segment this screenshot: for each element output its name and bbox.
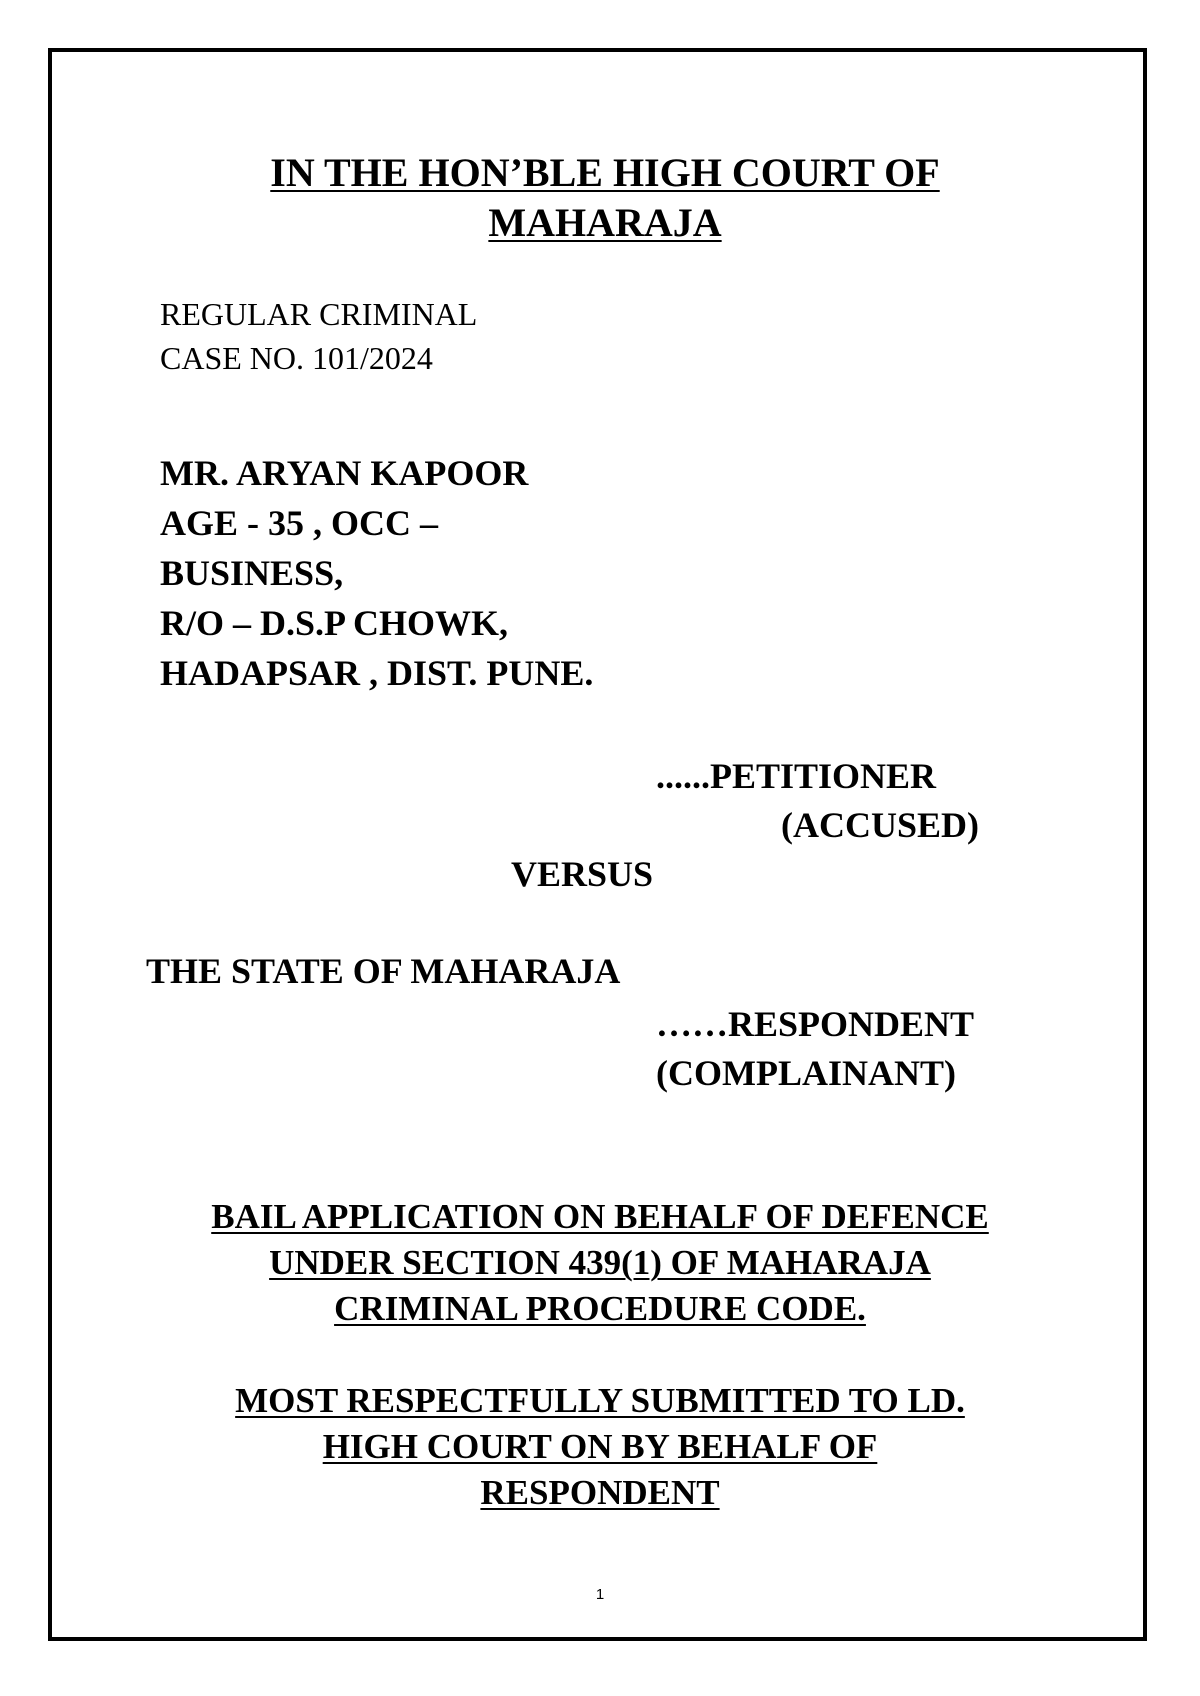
case-type: REGULAR CRIMINAL — [160, 296, 478, 332]
petitioner-role: ......PETITIONER — [656, 756, 937, 796]
case-number: CASE NO. 101/2024 — [160, 340, 433, 376]
submission-heading-line3: RESPONDENT — [480, 1473, 720, 1512]
petitioner-age-occupation: AGE - 35 , OCC – — [160, 503, 438, 543]
page-number: 1 — [595, 1586, 605, 1603]
court-title-line1: IN THE HON’BLE HIGH COURT OF — [270, 150, 940, 195]
petitioner-name: MR. ARYAN KAPOOR — [160, 453, 529, 493]
petitioner-role-sub: (ACCUSED) — [781, 805, 979, 845]
submission-heading-line2: HIGH COURT ON BY BEHALF OF — [322, 1427, 878, 1466]
submission-heading — [0, 1378, 1200, 1516]
petitioner-address-line1: R/O – D.S.P CHOWK, — [160, 603, 509, 643]
petitioner-occupation: BUSINESS, — [160, 553, 344, 593]
respondent-name: THE STATE OF MAHARAJA — [146, 951, 621, 991]
application-heading-line1: BAIL APPLICATION ON BEHALF OF DEFENCE — [211, 1197, 989, 1236]
application-heading-line3: CRIMINAL PROCEDURE CODE. — [334, 1289, 866, 1328]
respondent-role: ……RESPONDENT — [656, 1004, 975, 1044]
court-title-line2: MAHARAJA — [488, 200, 722, 245]
application-heading-line2: UNDER SECTION 439(1) OF MAHARAJA — [269, 1243, 931, 1282]
application-heading — [0, 1194, 1200, 1332]
versus-label: VERSUS — [511, 854, 654, 894]
court-title — [0, 148, 1200, 248]
petitioner-details — [160, 448, 593, 698]
respondent-role-sub: (COMPLAINANT) — [656, 1053, 956, 1093]
submission-heading-line1: MOST RESPECTFULLY SUBMITTED TO LD. — [235, 1381, 965, 1420]
petitioner-address-line2: HADAPSAR , DIST. PUNE. — [160, 653, 594, 693]
